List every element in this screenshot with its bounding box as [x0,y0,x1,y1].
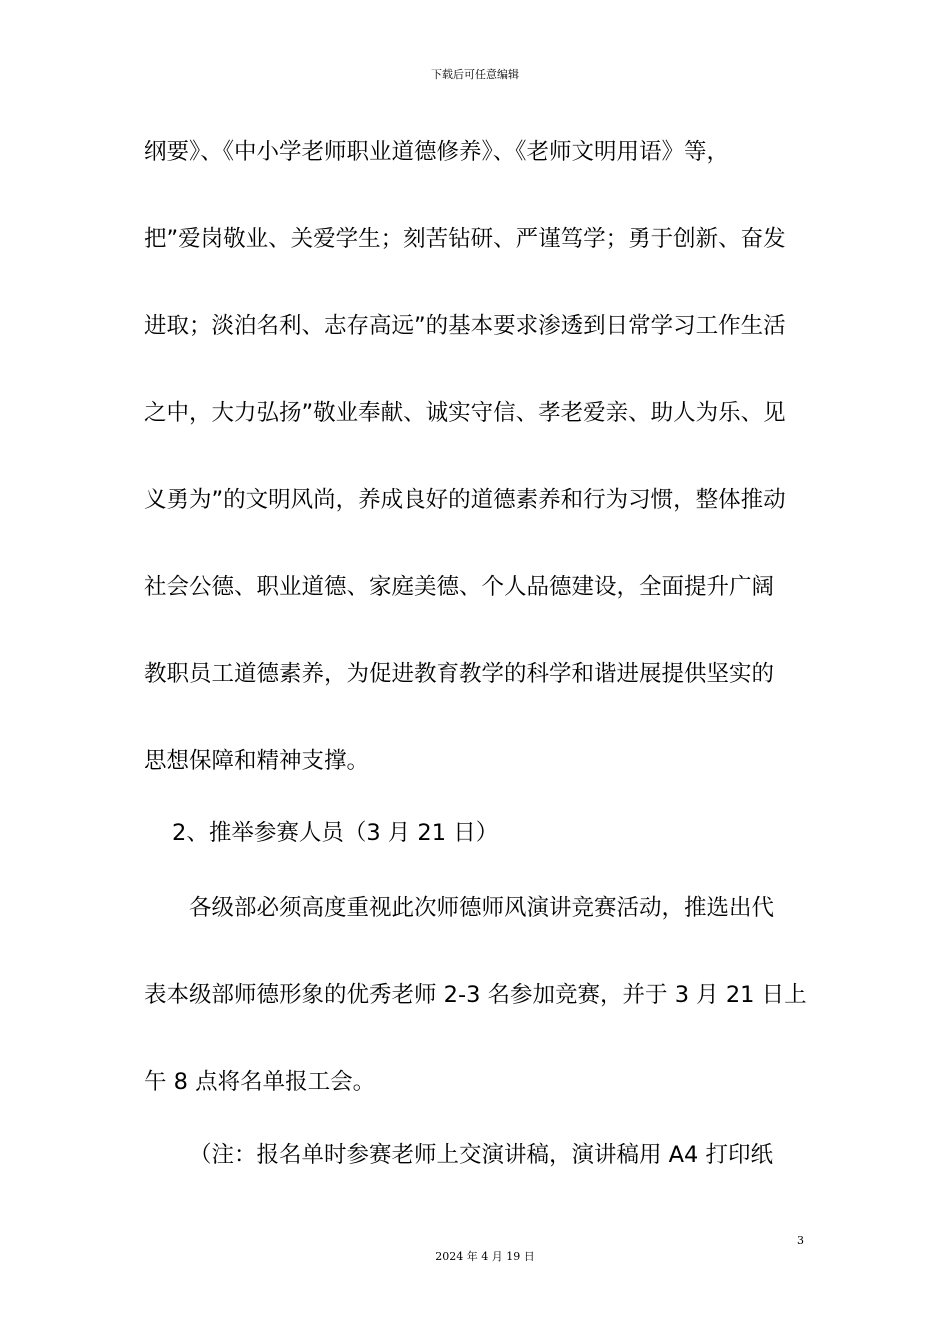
body-line: 社会公德、职业道德、家庭美德、个人品德建设，全面提升广阔 [144,574,775,600]
body-line: 义勇为”的文明风尚，养成良好的道德素养和行为习惯，整体推动 [144,487,786,513]
body-line: 表本级部师德形象的优秀老师 2-3 名参加竞赛，并于 3 月 21 日上 [144,982,807,1008]
body-line: 午 8 点将名单报工会。 [144,1069,376,1095]
body-line: 之中，大力弘扬”敬业奉献、诚实守信、孝老爱亲、助人为乐、见 [144,400,786,426]
body-line: （注：报名单时参赛老师上交演讲稿，演讲稿用 A4 打印纸 [189,1142,774,1168]
section-heading: 2、推举参赛人员（3 月 21 日） [172,820,499,846]
page-footer-date: 2024 年 4 月 19 日 [435,1250,535,1263]
body-line: 思想保障和精神支撑。 [144,748,370,774]
page-number: 3 [797,1234,804,1247]
page-header: 下载后可任意编辑 [431,68,519,81]
body-line: 把”爱岗敬业、关爱学生；刻苦钻研、严谨笃学；勇于创新、奋发 [144,226,786,252]
body-line: 进取；淡泊名利、志存高远”的基本要求渗透到日常学习工作生活 [144,313,786,339]
body-line: 纲要》、《中小学老师职业道德修养》、《老师文明用语》等， [144,139,730,165]
body-line: 教职员工道德素养，为促进教育教学的科学和谐进展提供坚实的 [144,661,775,687]
body-line: 各级部必须高度重视此次师德师风演讲竞赛活动，推选出代 [189,895,775,921]
